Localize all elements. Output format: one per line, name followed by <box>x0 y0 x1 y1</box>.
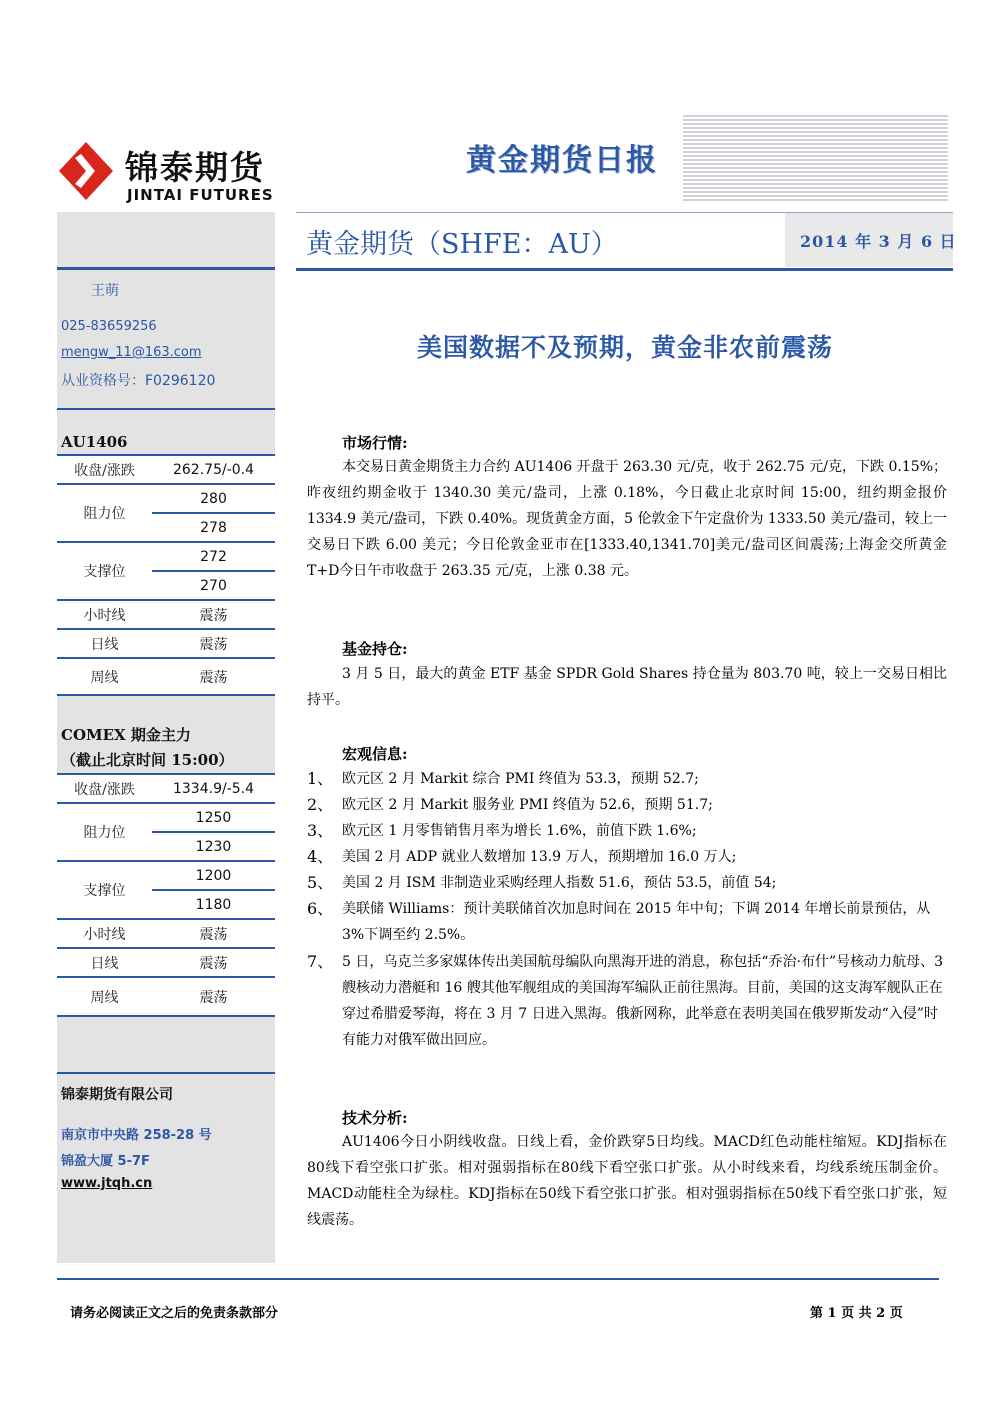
comex-section-subtitle: （截止北京时间 15:00） <box>61 751 234 769</box>
row-label: 小时线 <box>57 919 152 948</box>
row-value: 震荡 <box>152 629 275 658</box>
article-headline: 美国数据不及预期，黄金非农前震荡 <box>416 333 833 362</box>
row-label: 阻力位 <box>57 484 152 542</box>
row-value: 1180 <box>152 890 275 919</box>
row-label: 收盘/涨跌 <box>57 775 152 803</box>
list-text: 欧元区 2 月 Markit 服务业 PMI 终值为 52.6，预期 51.7; <box>342 797 713 813</box>
row-value: 震荡 <box>152 948 275 977</box>
report-date: 2014 年 3 月 6 日 <box>800 232 957 251</box>
row-value: 震荡 <box>152 658 275 695</box>
company-website-link[interactable]: www.jtqh.cn <box>61 1176 153 1191</box>
row-label: 周线 <box>57 977 152 1016</box>
list-text: 美国 2 月 ISM 非制造业采购经理人指数 51.6，预估 53.5，前值 54; <box>342 875 777 891</box>
row-value: 262.75/-0.4 <box>152 456 275 484</box>
tech-section-title: 技术分析: <box>342 1109 408 1127</box>
list-number: 2、 <box>307 795 334 814</box>
market-section-title: 市场行情: <box>342 434 408 452</box>
list-number: 5、 <box>307 873 334 892</box>
macro-section-title: 宏观信息: <box>342 745 408 763</box>
row-value: 震荡 <box>152 600 275 629</box>
table-row <box>57 658 275 695</box>
company-address-line2: 锦盈大厦 5-7F <box>61 1154 150 1169</box>
table-row <box>57 456 275 484</box>
footer-rule <box>57 1278 939 1280</box>
table-row <box>57 542 275 571</box>
company-name: 锦泰期货有限公司 <box>61 1087 173 1103</box>
footer-page-number: 第 1 页 共 2 页 <box>810 1306 903 1321</box>
row-value: 270 <box>152 571 275 600</box>
list-text: 欧元区 1 月零售销售月率为增长 1.6%，前值下跌 1.6%; <box>342 823 697 839</box>
sidebar-divider <box>57 408 275 410</box>
analyst-name: 王萌 <box>91 283 119 299</box>
analyst-email-link[interactable]: mengw_11@163.com <box>61 345 202 360</box>
row-value: 震荡 <box>152 919 275 948</box>
jintai-logo-mark <box>57 140 115 202</box>
comex-section-title: COMEX 期金主力 <box>61 726 191 744</box>
row-label: 收盘/涨跌 <box>57 456 152 484</box>
header-stripe-decoration <box>683 115 948 203</box>
analyst-license: 从业资格号：F0296120 <box>61 373 216 389</box>
list-text: 5 日，乌克兰多家媒体传出美国航母编队向黑海开进的消息，称包括“乔治·布什”号核动力航母、3 艘核动力潜艇和 16 艘其他军舰组成的美国海军编队正前往黑海。目前，美国的这支海军舰队正在穿过希腊爱琴海，将在 3 月 7 日进入黑海。俄新网称，此举意在表明美国在俄罗斯发动“入侵”时有能力对俄军做出回应。 <box>342 954 944 1048</box>
product-title: 黄金期货（SHFE：AU） <box>306 229 618 260</box>
logo-english-name: JINTAI FUTURES <box>127 186 274 204</box>
fund-section-title: 基金持仓: <box>342 640 408 658</box>
report-title: 黄金期货日报 <box>466 143 658 178</box>
list-text: 欧元区 2 月 Markit 综合 PMI 终值为 53.3，预期 52.7; <box>342 771 699 787</box>
row-label: 周线 <box>57 658 152 695</box>
list-number: 4、 <box>307 847 334 866</box>
au-key-levels-table <box>57 456 275 696</box>
row-value: 1334.9/-5.4 <box>152 775 275 803</box>
row-value: 1200 <box>152 861 275 890</box>
row-label: 支撑位 <box>57 542 152 600</box>
table-row <box>57 600 275 629</box>
table-row <box>57 775 275 803</box>
row-value: 278 <box>152 513 275 542</box>
header-bar-left <box>57 212 275 270</box>
row-value: 280 <box>152 484 275 513</box>
row-label: 小时线 <box>57 600 152 629</box>
list-number: 3、 <box>307 821 334 840</box>
row-value: 272 <box>152 542 275 571</box>
row-value: 1250 <box>152 803 275 832</box>
list-number: 7、 <box>307 952 334 971</box>
tech-section-text: AU1406今日小阴线收盘。日线上看，金价跌穿5日均线。MACD红色动能柱缩短。KDJ指标在80线下看空张口扩张。相对强弱指标在80线下看空张口扩张。从小时线来看，均线系统压制金价。MACD动能柱全为绿柱。KDJ指标在50线下看空张口扩张。相对强弱指标在50线下看空张口扩张，短线震荡。 <box>307 1134 947 1228</box>
table-row <box>57 484 275 513</box>
row-label: 阻力位 <box>57 803 152 861</box>
comex-key-levels-table <box>57 775 275 1017</box>
row-label: 日线 <box>57 629 152 658</box>
list-text: 美国 2 月 ADP 就业人数增加 13.9 万人，预期增加 16.0 万人; <box>342 849 737 865</box>
logo-chinese-name: 锦泰期货 <box>125 148 265 187</box>
company-address-line1: 南京市中央路 258-28 号 <box>61 1128 212 1143</box>
row-value: 震荡 <box>152 977 275 1016</box>
table-row <box>57 919 275 948</box>
list-number: 1、 <box>307 769 334 788</box>
au-section-title: AU1406 <box>61 433 128 451</box>
footer-disclaimer: 请务必阅读正文之后的免责条款部分 <box>70 1306 279 1321</box>
row-label: 支撑位 <box>57 861 152 919</box>
table-row <box>57 629 275 658</box>
company-divider <box>57 1072 275 1074</box>
analyst-phone: 025-83659256 <box>61 319 157 334</box>
row-label: 日线 <box>57 948 152 977</box>
table-row <box>57 861 275 890</box>
fund-section-text: 3 月 5 日，最大的黄金 ETF 基金 SPDR Gold Shares 持仓量为 803.70 吨，较上一交易日相比持平。 <box>307 666 947 708</box>
market-section-text: 本交易日黄金期货主力合约 AU1406 开盘于 263.30 元/克，收于 262.75 元/克，下跌 0.15%；昨夜纽约期金收于 1340.30 美元/盎司，上涨 0.18%，今日截止北京时间 15:00，纽约期金报价 1334.9 美元/盎司，下跌 0.40%。现货黄金方面，5 伦敦金下午定盘价为 1333.50 美元/盎司，较上一交易日下跌 6.00 美元；今日伦敦金亚市在[1333.40,1341.70]美元/盎司区间震荡;上海金交所黄金 T+D今日午市收盘于 263.35 元/克，上涨 0.38 元。 <box>307 459 947 579</box>
list-text: 美联储 Williams：预计美联储首次加息时间在 2015 年中旬；下调 2014 年增长前景预估，从 3%下调至约 2.5%。 <box>342 901 931 943</box>
list-number: 6、 <box>307 899 334 918</box>
table-row <box>57 977 275 1016</box>
table-row <box>57 948 275 977</box>
row-value: 1230 <box>152 832 275 861</box>
table-row <box>57 803 275 832</box>
